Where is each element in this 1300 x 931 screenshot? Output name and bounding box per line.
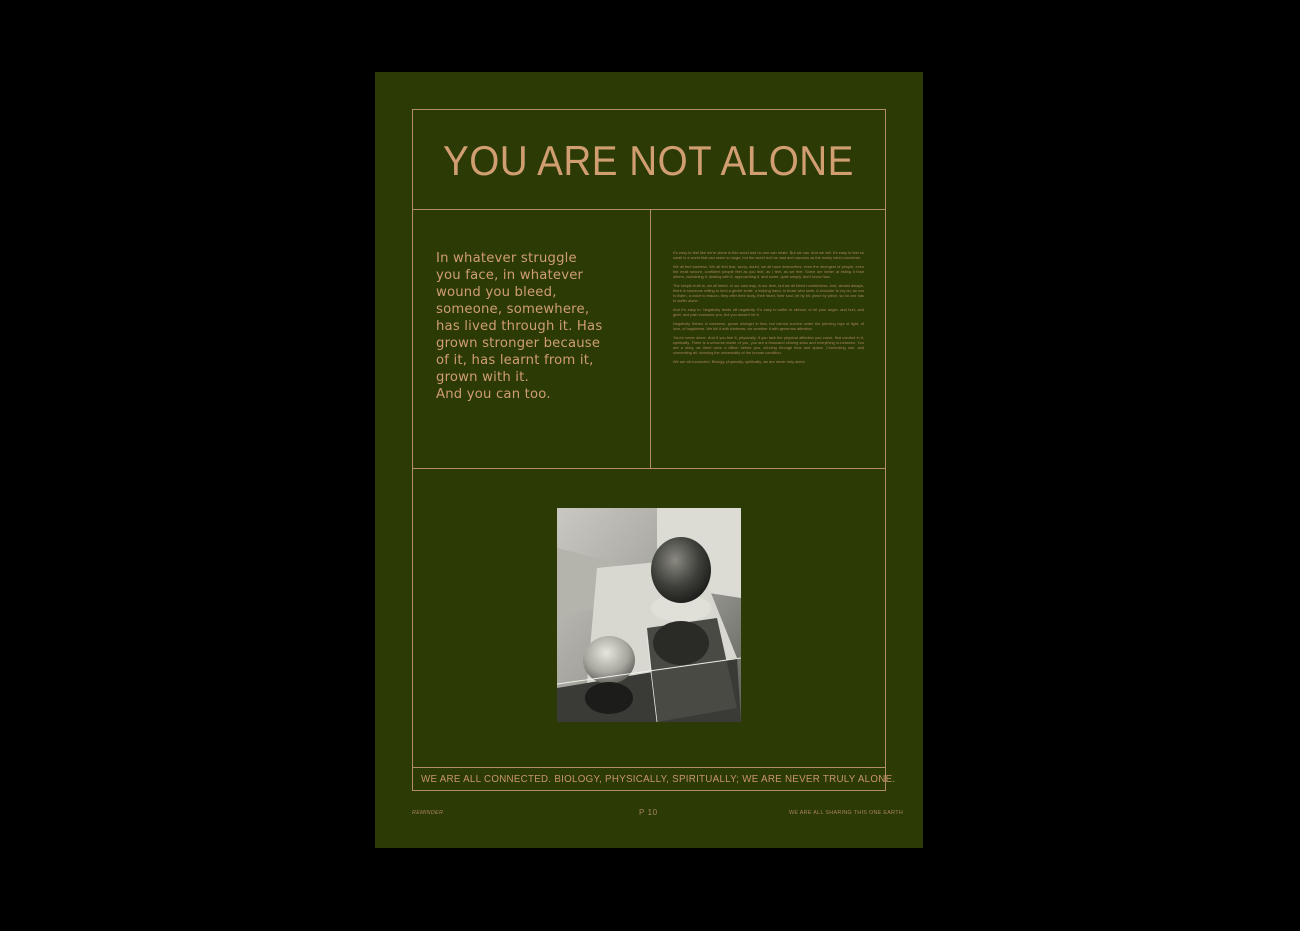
quote-cell	[413, 209, 650, 468]
quote-line: wound you bleed,	[436, 285, 557, 300]
tagline: WE ARE ALL CONNECTED. BIOLOGY, PHYSICALLY, SPIRITUALLY; WE ARE NEVER TRULY ALONE.	[421, 774, 896, 785]
quote-line: someone, somewhere,	[436, 302, 590, 317]
footer-right: WE ARE ALL SHARING THIS ONE EARTH	[789, 810, 904, 816]
body-paragraph: The simple truth is, we all bleed. In our own way, in our time, but we all bleed nonetheless. And, almost always, there is someone willing to lend a gentle smile, a helping hand, to those who seek. A shoulder to cry on, an ear to listen, a voice to reason, they offer their body, their heart, their soul, bit by bit, piece by piece, so no one has to suffer alone.	[673, 283, 864, 303]
body-paragraph: And it's easy to. Negativity feeds off negativity. It's easy to suffer in silence, to let your anger, and hurt, and grief, and pain consume you, but you mustn't let it.	[673, 307, 864, 317]
page-title: YOU ARE NOT ALONE	[443, 137, 854, 184]
body-paragraph: We all feel sadness. We all feel fear, worry, doubt, we all have insecurities, even the strongest of people, even the most secure, confident people feel as you feel, as I feel, as we feel. Some are better at hiding it than others, containing it, dealing with it, approaching it, and some, quite simply, don't know how.	[673, 264, 864, 279]
still-life-photo	[557, 508, 741, 722]
image-cell	[413, 468, 887, 767]
body-paragraph: We are all connected. Biology, physically, spiritually, we are never truly alone.	[673, 359, 806, 364]
poster-page	[375, 72, 923, 848]
quote-line: has lived through it. Has	[436, 319, 603, 334]
page-number: P 10	[639, 808, 658, 817]
body-paragraph: It's easy to feel like we're alone in this world and no one can relate. But we can. And we will. It's easy to feel so small in a world that can seem so large, but the world isn't as vast and vacuous as the lonely mind conceives.	[673, 250, 864, 260]
quote-line: grown stronger because	[436, 336, 601, 351]
body-paragraph: You're never alone. And if you feel it, physically, if you lack the physical affection you crave, find comfort in it, spiritually. There is a universe inside of you, you are a thousand shining stars and everything in-between. You are a story, as there were a billion before you, echoing through time and space. Connecting one, and connecting all, showing the universality of the human condition.	[673, 335, 864, 355]
divider-footer	[413, 767, 885, 768]
layout-frame	[412, 109, 896, 791]
quote-line: In whatever struggle	[436, 251, 577, 266]
body-cell	[650, 209, 887, 468]
pull-quote	[436, 250, 636, 403]
body-copy	[673, 250, 864, 368]
tagline-band	[413, 769, 896, 791]
quote-line: of it, has learnt from it,	[436, 353, 594, 368]
footer-left: REMINDER	[412, 810, 444, 816]
quote-line: grown with it.	[436, 370, 529, 385]
quote-line: you face, in whatever	[436, 268, 584, 283]
quote-line: And you can too.	[436, 387, 551, 402]
body-paragraph: Negativity thrives in darkness, grows stronger in fear, but cannot survive under the piercing rays of light, of love, of happiness. We kill it with kindness, we smother it with generous affection.	[673, 321, 864, 331]
